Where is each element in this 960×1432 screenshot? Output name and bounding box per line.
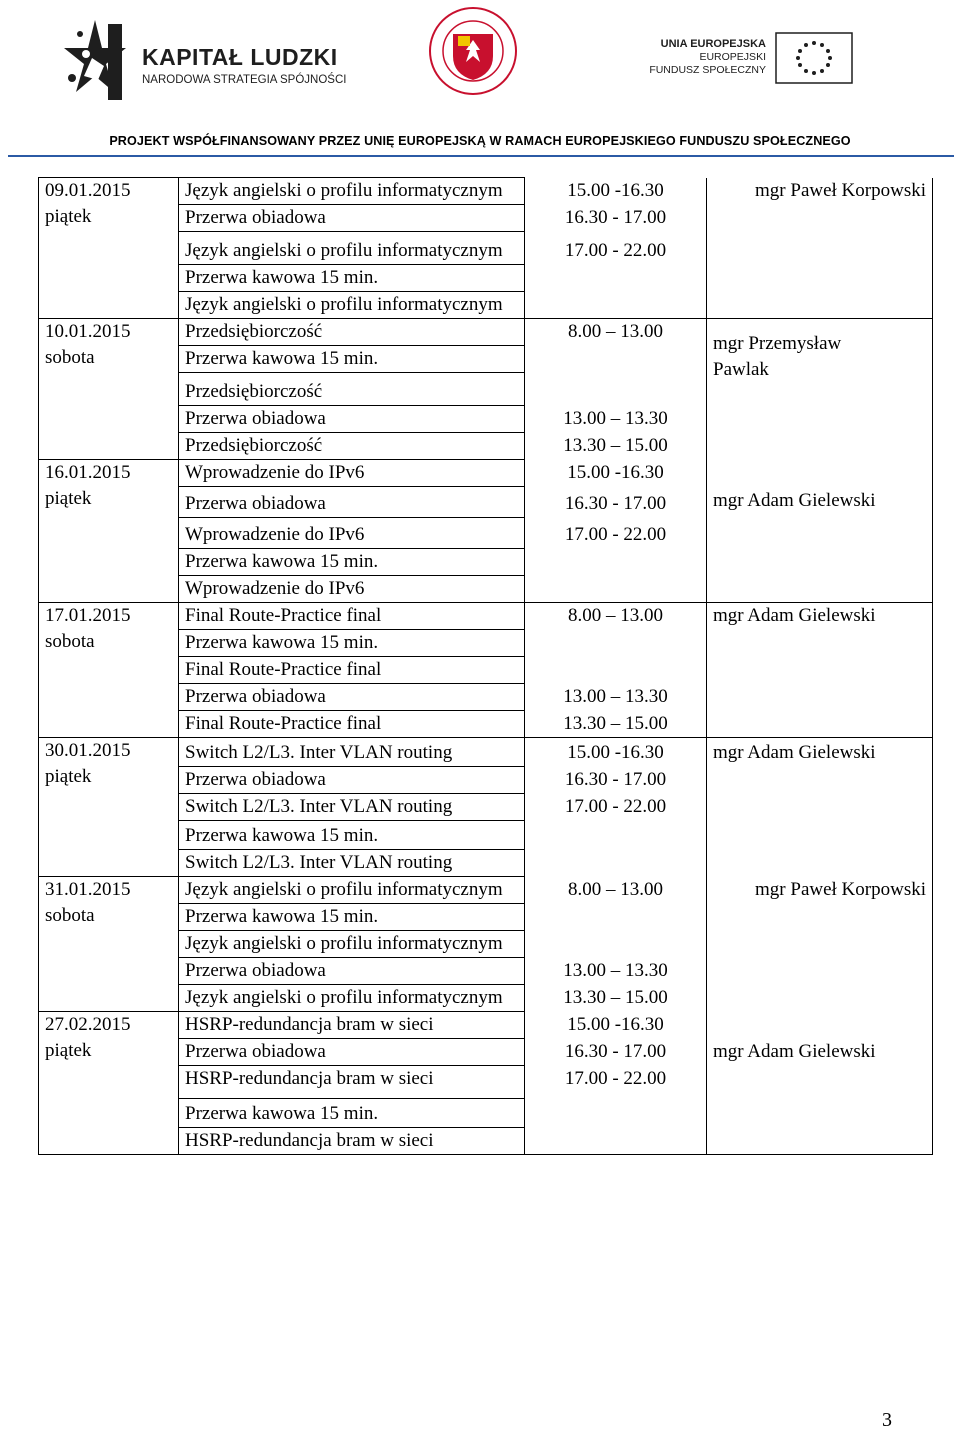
page-header [0, 0, 960, 160]
eu-line-2: EUROPEJSKI [699, 51, 766, 63]
topic-cell: Przerwa kawowa 15 min. [179, 549, 525, 576]
weekday-label: piątek [45, 766, 92, 787]
time-cell: 17.00 - 22.00 [525, 518, 707, 603]
date-label: 16.01.2015 [45, 462, 131, 483]
lecturer-cell: mgr Paweł Korpowski [707, 877, 933, 1012]
date-cell [39, 877, 179, 1012]
date-cell [39, 178, 179, 319]
eu-flag-icon [775, 32, 853, 84]
university-seal-icon [428, 6, 518, 96]
weekday-label: sobota [45, 905, 95, 926]
topic-cell: Przedsiębiorczość [179, 373, 525, 406]
date-cell [39, 460, 179, 603]
topic-cell: Przerwa kawowa 15 min. [179, 821, 525, 850]
table-row [39, 738, 933, 767]
kapital-ludzki-logo [62, 18, 352, 102]
eu-line-1: UNIA EUROPEJSKA [660, 38, 766, 50]
table-row [39, 1012, 933, 1039]
time-cell: 8.00 – 13.00 [525, 319, 707, 406]
topic-cell: Przedsiębiorczość [179, 433, 525, 460]
weekday-label: sobota [45, 347, 95, 368]
date-label: 31.01.2015 [45, 879, 131, 900]
time-cell: 15.00 -16.30 [525, 738, 707, 767]
topic-cell: HSRP-redundancja bram w sieci [179, 1012, 525, 1039]
time-cell: 13.30 – 15.00 [525, 711, 707, 738]
topic-cell: Przedsiębiorczość [179, 319, 525, 346]
eu-line-3: FUNDUSZ SPOŁECZNY [649, 64, 766, 76]
date-label: 30.01.2015 [45, 740, 131, 761]
time-cell: 15.00 -16.30 [525, 178, 707, 205]
topic-cell: Przerwa kawowa 15 min. [179, 265, 525, 292]
time-cell: 17.00 - 22.00 [525, 232, 707, 319]
lecturer-cell: mgr Adam Gielewski [707, 738, 933, 877]
topic-cell: Switch L2/L3. Inter VLAN routing [179, 850, 525, 877]
time-cell: 13.00 – 13.30 [525, 958, 707, 985]
time-cell: 17.00 - 22.00 [525, 794, 707, 877]
topic-cell: Wprowadzenie do IPv6 [179, 460, 525, 487]
topic-cell: Wprowadzenie do IPv6 [179, 576, 525, 603]
topic-cell: Język angielski o profilu informatycznym [179, 178, 525, 205]
topic-cell: Przerwa kawowa 15 min. [179, 346, 525, 373]
topic-cell: Wprowadzenie do IPv6 [179, 518, 525, 549]
topic-cell: Final Route-Practice final [179, 711, 525, 738]
cofinancing-banner: PROJEKT WSPÓŁFINANSOWANY PRZEZ UNIĘ EUROPEJSKĄ W RAMACH EUROPEJSKIEGO FUNDUSZU SPOŁECZNEGO [109, 134, 851, 148]
kapital-ludzki-subtitle: NARODOWA STRATEGIA SPÓJNOŚCI [142, 74, 347, 86]
time-cell: 8.00 – 13.00 [525, 877, 707, 958]
topic-cell: Przerwa obiadowa [179, 487, 525, 518]
topic-cell: Przerwa obiadowa [179, 958, 525, 985]
weekday-label: piątek [45, 488, 92, 509]
time-cell: 13.30 – 15.00 [525, 433, 707, 460]
time-cell: 13.30 – 15.00 [525, 985, 707, 1012]
date-label: 09.01.2015 [45, 180, 131, 201]
table-row [39, 178, 933, 205]
time-cell: 17.00 - 22.00 [525, 1066, 707, 1155]
time-cell: 16.30 - 17.00 [525, 767, 707, 794]
date-label: 17.01.2015 [45, 605, 131, 626]
weekday-label: piątek [45, 206, 92, 227]
date-cell [39, 738, 179, 877]
date-cell [39, 319, 179, 460]
topic-cell: Przerwa obiadowa [179, 767, 525, 794]
topic-cell: HSRP-redundancja bram w sieci [179, 1128, 525, 1155]
time-cell: 15.00 -16.30 [525, 460, 707, 487]
time-cell: 13.00 – 13.30 [525, 406, 707, 433]
eu-text-block [640, 38, 766, 77]
time-cell: 16.30 - 17.00 [525, 1039, 707, 1066]
topic-cell: Switch L2/L3. Inter VLAN routing [179, 738, 525, 767]
topic-cell: Przerwa kawowa 15 min. [179, 904, 525, 931]
topic-cell: HSRP-redundancja bram w sieci [179, 1066, 525, 1099]
topic-cell: Przerwa kawowa 15 min. [179, 1099, 525, 1128]
lecturer-cell: mgr Przemysław Pawlak [707, 319, 933, 460]
topic-cell: Final Route-Practice final [179, 657, 525, 684]
date-label: 10.01.2015 [45, 321, 131, 342]
date-cell [39, 603, 179, 738]
topic-cell: Język angielski o profilu informatycznym [179, 877, 525, 904]
table-row [39, 877, 933, 904]
topic-cell: Przerwa obiadowa [179, 684, 525, 711]
topic-cell: Język angielski o profilu informatycznym [179, 931, 525, 958]
table-row [39, 603, 933, 630]
date-label: 27.02.2015 [45, 1014, 131, 1035]
lecturer-cell: mgr Adam Gielewski [707, 1012, 933, 1155]
time-cell: 8.00 – 13.00 [525, 603, 707, 684]
time-cell: 15.00 -16.30 [525, 1012, 707, 1039]
topic-cell: Język angielski o profilu informatycznym [179, 292, 525, 319]
topic-cell: Switch L2/L3. Inter VLAN routing [179, 794, 525, 821]
time-cell: 16.30 - 17.00 [525, 487, 707, 518]
table-row [39, 319, 933, 346]
weekday-label: piątek [45, 1040, 92, 1061]
topic-cell: Język angielski o profilu informatycznym [179, 985, 525, 1012]
topic-cell: Przerwa obiadowa [179, 406, 525, 433]
lecturer-cell: mgr Adam Gielewski [707, 603, 933, 738]
topic-cell: Przerwa obiadowa [179, 205, 525, 232]
weekday-label: sobota [45, 631, 95, 652]
time-cell: 16.30 - 17.00 [525, 205, 707, 232]
lecturer-cell: mgr Paweł Korpowski [707, 178, 933, 319]
header-rule [8, 155, 954, 157]
page-number: 3 [882, 1409, 892, 1431]
topic-cell: Język angielski o profilu informatycznym [179, 232, 525, 265]
lecturer-cell: mgr Adam Gielewski [707, 460, 933, 603]
topic-cell: Przerwa obiadowa [179, 1039, 525, 1066]
kapital-ludzki-title: KAPITAŁ LUDZKI [142, 44, 338, 70]
topic-cell: Final Route-Practice final [179, 603, 525, 630]
date-cell [39, 1012, 179, 1155]
schedule-table [38, 177, 933, 1155]
topic-cell: Przerwa kawowa 15 min. [179, 630, 525, 657]
table-row [39, 460, 933, 487]
time-cell: 13.00 – 13.30 [525, 684, 707, 711]
kapital-ludzki-star-icon [62, 18, 128, 102]
